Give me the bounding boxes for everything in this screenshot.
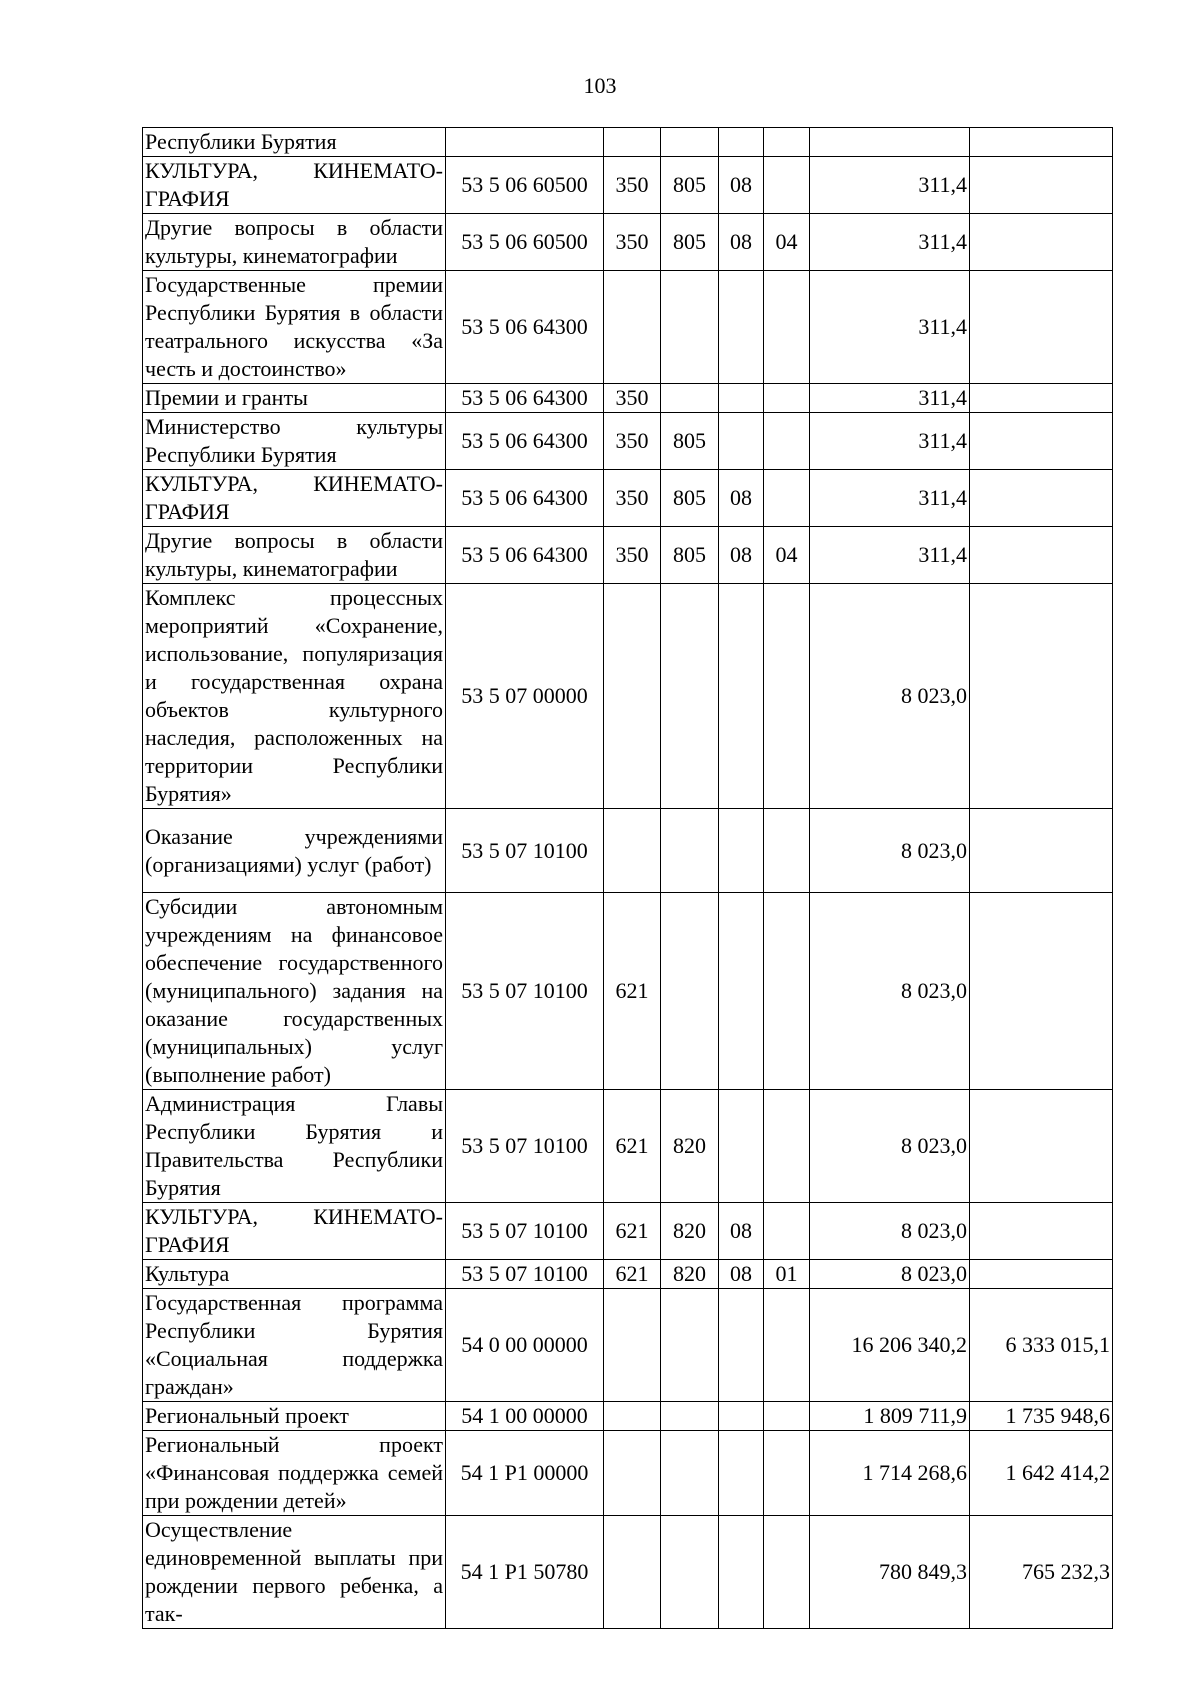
row-col-a-cell (604, 1516, 661, 1629)
row-value-2-cell (970, 413, 1113, 470)
row-col-c-cell (719, 1289, 764, 1402)
row-name-cell: Государственная программа Республики Бурятия «Социальная поддержка граждан» (143, 1289, 446, 1402)
row-code-cell: 53 5 07 10100 (446, 1203, 604, 1260)
row-value-2-cell (970, 584, 1113, 809)
row-name-cell: КУЛЬТУРА, КИНЕМАТО-ГРАФИЯ (143, 1203, 446, 1260)
row-value-1-cell: 311,4 (810, 413, 970, 470)
row-name-cell: Региональный проект (143, 1402, 446, 1431)
row-value-1-cell: 16 206 340,2 (810, 1289, 970, 1402)
row-code-cell: 53 5 06 64300 (446, 413, 604, 470)
row-value-1-cell: 8 023,0 (810, 809, 970, 893)
row-col-a-cell (604, 1402, 661, 1431)
row-code-cell: 53 5 06 60500 (446, 214, 604, 271)
row-col-a-cell: 350 (604, 214, 661, 271)
row-col-d-cell (764, 384, 810, 413)
row-value-2-cell (970, 470, 1113, 527)
row-col-c-cell (719, 1516, 764, 1629)
row-name-cell: Комплекс процессных мероприятий «Сохранение, использование, популяризация и государственная охрана объектов культурного наследия, расположенных на территории Республики Бурятия» (143, 584, 446, 809)
row-value-2-cell (970, 128, 1113, 157)
row-code-cell: 54 1 P1 50780 (446, 1516, 604, 1629)
row-value-1-cell: 8 023,0 (810, 1260, 970, 1289)
row-col-b-cell (661, 893, 719, 1090)
row-col-a-cell: 621 (604, 893, 661, 1090)
row-value-1-cell: 311,4 (810, 527, 970, 584)
row-col-b-cell (661, 1289, 719, 1402)
row-col-c-cell: 08 (719, 470, 764, 527)
row-col-a-cell (604, 271, 661, 384)
row-name-cell: КУЛЬТУРА, КИНЕМАТО-ГРАФИЯ (143, 470, 446, 527)
row-col-a-cell (604, 809, 661, 893)
row-col-c-cell (719, 271, 764, 384)
row-value-1-cell: 8 023,0 (810, 893, 970, 1090)
table-row (143, 527, 1113, 584)
row-col-b-cell: 805 (661, 470, 719, 527)
table-row (143, 1289, 1113, 1402)
row-col-d-cell (764, 470, 810, 527)
row-col-c-cell: 08 (719, 214, 764, 271)
row-code-cell: 53 5 07 00000 (446, 584, 604, 809)
row-name-cell: Другие вопросы в области культуры, кинематографии (143, 527, 446, 584)
row-code-cell: 53 5 06 64300 (446, 384, 604, 413)
row-col-d-cell: 04 (764, 214, 810, 271)
row-col-d-cell (764, 1402, 810, 1431)
row-col-d-cell (764, 1090, 810, 1203)
row-value-1-cell: 311,4 (810, 470, 970, 527)
row-col-b-cell: 805 (661, 527, 719, 584)
row-col-a-cell: 350 (604, 527, 661, 584)
row-col-b-cell (661, 1431, 719, 1516)
row-col-c-cell: 08 (719, 157, 764, 214)
row-value-1-cell: 1 809 711,9 (810, 1402, 970, 1431)
row-code-cell (446, 128, 604, 157)
row-col-d-cell: 01 (764, 1260, 810, 1289)
row-value-1-cell: 311,4 (810, 384, 970, 413)
row-name-cell: Культура (143, 1260, 446, 1289)
row-value-2-cell: 6 333 015,1 (970, 1289, 1113, 1402)
row-col-b-cell: 805 (661, 413, 719, 470)
table-row (143, 1402, 1113, 1431)
table-row (143, 384, 1113, 413)
row-code-cell: 53 5 06 60500 (446, 157, 604, 214)
row-value-2-cell (970, 384, 1113, 413)
table-row (143, 413, 1113, 470)
row-col-c-cell (719, 413, 764, 470)
row-value-1-cell (810, 128, 970, 157)
row-col-d-cell (764, 1289, 810, 1402)
row-name-cell: Министерство культуры Республики Бурятия (143, 413, 446, 470)
row-col-c-cell (719, 1402, 764, 1431)
row-name-cell: Региональный проект «Финансовая поддержка семей при рождении детей» (143, 1431, 446, 1516)
row-code-cell: 53 5 07 10100 (446, 1090, 604, 1203)
row-col-a-cell: 350 (604, 470, 661, 527)
row-col-c-cell (719, 128, 764, 157)
row-col-d-cell (764, 809, 810, 893)
row-col-b-cell (661, 271, 719, 384)
row-col-b-cell (661, 584, 719, 809)
row-col-b-cell: 805 (661, 157, 719, 214)
row-col-d-cell (764, 271, 810, 384)
row-name-cell: Осуществление единовременной выплаты при рождении первого ребенка, а так- (143, 1516, 446, 1629)
row-name-cell: Администрация Главы Республики Бурятия и Правительства Республики Бурятия (143, 1090, 446, 1203)
row-code-cell: 53 5 07 10100 (446, 1260, 604, 1289)
row-col-c-cell: 08 (719, 1260, 764, 1289)
row-name-cell: Государственные премии Республики Бурятия в области театрального искусства «За честь и достоинство» (143, 271, 446, 384)
row-name-cell: КУЛЬТУРА, КИНЕМАТО-ГРАФИЯ (143, 157, 446, 214)
table-row (143, 214, 1113, 271)
budget-table (142, 127, 1113, 1629)
row-col-d-cell (764, 1203, 810, 1260)
row-value-1-cell: 780 849,3 (810, 1516, 970, 1629)
table-row (143, 128, 1113, 157)
table-row (143, 157, 1113, 214)
row-code-cell: 54 0 00 00000 (446, 1289, 604, 1402)
row-code-cell: 53 5 06 64300 (446, 527, 604, 584)
row-col-a-cell: 621 (604, 1260, 661, 1289)
row-value-2-cell (970, 157, 1113, 214)
row-col-b-cell (661, 128, 719, 157)
row-col-b-cell: 820 (661, 1260, 719, 1289)
table-row (143, 584, 1113, 809)
row-value-2-cell: 765 232,3 (970, 1516, 1113, 1629)
row-code-cell: 53 5 06 64300 (446, 470, 604, 527)
table-row (143, 1516, 1113, 1629)
row-value-1-cell: 311,4 (810, 214, 970, 271)
row-value-1-cell: 8 023,0 (810, 584, 970, 809)
row-col-a-cell: 350 (604, 384, 661, 413)
row-col-d-cell (764, 157, 810, 214)
row-col-b-cell (661, 384, 719, 413)
page-number: 103 (583, 73, 617, 98)
row-col-d-cell (764, 1516, 810, 1629)
row-col-b-cell (661, 809, 719, 893)
row-col-a-cell: 621 (604, 1203, 661, 1260)
row-col-b-cell (661, 1402, 719, 1431)
row-col-b-cell: 820 (661, 1203, 719, 1260)
row-name-cell: Оказание учреждениями (организациями) услуг (работ) (143, 809, 446, 893)
row-col-c-cell (719, 809, 764, 893)
row-col-a-cell (604, 1431, 661, 1516)
row-value-2-cell (970, 271, 1113, 384)
row-col-c-cell (719, 1090, 764, 1203)
row-col-c-cell (719, 584, 764, 809)
row-value-2-cell (970, 1260, 1113, 1289)
row-value-2-cell (970, 893, 1113, 1090)
row-name-cell: Субсидии автономным учреждениям на финансовое обеспечение государственного (муниципального) задания на оказание государственных (муниципальных) услуг (выполнение работ) (143, 893, 446, 1090)
row-col-d-cell (764, 413, 810, 470)
row-value-1-cell: 8 023,0 (810, 1203, 970, 1260)
row-col-c-cell (719, 1431, 764, 1516)
table-row (143, 271, 1113, 384)
row-code-cell: 54 1 00 00000 (446, 1402, 604, 1431)
row-value-1-cell: 1 714 268,6 (810, 1431, 970, 1516)
row-col-a-cell (604, 1289, 661, 1402)
row-code-cell: 53 5 07 10100 (446, 809, 604, 893)
row-col-c-cell (719, 384, 764, 413)
table-row (143, 1431, 1113, 1516)
table-row (143, 809, 1113, 893)
row-value-2-cell: 1 642 414,2 (970, 1431, 1113, 1516)
row-value-1-cell: 311,4 (810, 157, 970, 214)
row-value-1-cell: 311,4 (810, 271, 970, 384)
row-value-1-cell: 8 023,0 (810, 1090, 970, 1203)
row-col-d-cell (764, 584, 810, 809)
row-col-a-cell: 621 (604, 1090, 661, 1203)
row-col-d-cell (764, 128, 810, 157)
row-col-c-cell (719, 893, 764, 1090)
row-value-2-cell (970, 1090, 1113, 1203)
row-col-b-cell: 820 (661, 1090, 719, 1203)
table-row (143, 893, 1113, 1090)
row-col-a-cell: 350 (604, 413, 661, 470)
row-name-cell: Другие вопросы в области культуры, кинематографии (143, 214, 446, 271)
row-col-c-cell: 08 (719, 1203, 764, 1260)
row-col-d-cell: 04 (764, 527, 810, 584)
row-code-cell: 53 5 06 64300 (446, 271, 604, 384)
row-name-cell: Республики Бурятия (143, 128, 446, 157)
table-row (143, 470, 1113, 527)
row-col-c-cell: 08 (719, 527, 764, 584)
row-code-cell: 54 1 P1 00000 (446, 1431, 604, 1516)
row-col-a-cell (604, 584, 661, 809)
row-name-cell: Премии и гранты (143, 384, 446, 413)
row-code-cell: 53 5 07 10100 (446, 893, 604, 1090)
table-row (143, 1090, 1113, 1203)
row-value-2-cell (970, 809, 1113, 893)
row-col-b-cell: 805 (661, 214, 719, 271)
row-col-a-cell (604, 128, 661, 157)
row-value-2-cell (970, 214, 1113, 271)
table-row (143, 1260, 1113, 1289)
row-col-b-cell (661, 1516, 719, 1629)
row-value-2-cell: 1 735 948,6 (970, 1402, 1113, 1431)
row-value-2-cell (970, 527, 1113, 584)
row-value-2-cell (970, 1203, 1113, 1260)
table-row (143, 1203, 1113, 1260)
row-col-d-cell (764, 1431, 810, 1516)
row-col-a-cell: 350 (604, 157, 661, 214)
row-col-d-cell (764, 893, 810, 1090)
